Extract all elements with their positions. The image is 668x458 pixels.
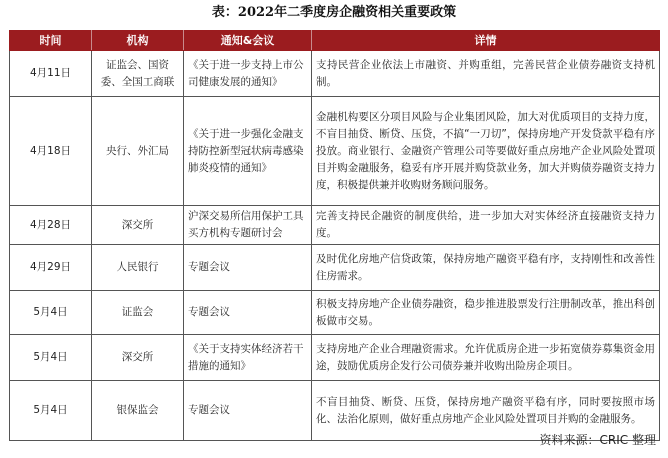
cell-time: 4月28日 bbox=[10, 206, 92, 245]
cell-org: 银保监会 bbox=[92, 381, 184, 441]
header-org: 机构 bbox=[92, 31, 184, 51]
cell-notice: 《关于进一步强化金融支持防控新型冠状病毒感染肺炎疫情的通知》 bbox=[184, 97, 312, 206]
cell-notice: 《关于支持实体经济若干措施的通知》 bbox=[184, 335, 312, 381]
cell-org: 央行、外汇局 bbox=[92, 97, 184, 206]
cell-time: 4月29日 bbox=[10, 245, 92, 291]
table-row bbox=[10, 291, 660, 335]
header-detail: 详情 bbox=[312, 31, 660, 51]
cell-org: 人民银行 bbox=[92, 245, 184, 291]
cell-detail: 完善支持民企融资的制度供给，进一步加大对实体经济直接融资支持力度。 bbox=[312, 206, 660, 245]
policy-table bbox=[9, 30, 660, 441]
cell-notice: 《关于进一步支持上市公司健康发展的通知》 bbox=[184, 51, 312, 97]
cell-notice: 专题会议 bbox=[184, 291, 312, 335]
cell-detail: 不盲目抽贷、断贷、压贷，保持房地产融资平稳有序，同时要按照市场化、法治化原则，做好重点房地产企业风险处置项目并购的金融服务。 bbox=[312, 381, 660, 441]
cell-detail: 金融机构要区分项目风险与企业集团风险，加大对优质项目的支持力度，不盲目抽贷、断贷、压贷，不搞“一刀切”，保持房地产开发贷款平稳有序投放。商业银行、金融资产管理公司等要做好重点房地产企业风险处置项目并购金融服务，稳妥有序开展并购贷款业务，加大并购债券融资支持力度，积极提供兼并收购财务顾问服务。 bbox=[312, 97, 660, 206]
table-row bbox=[10, 51, 660, 97]
cell-detail: 支持房地产企业合理融资需求。允许优质房企进一步拓宽债券募集资金用途，鼓励优质房企发行公司债券兼并收购出险房企项目。 bbox=[312, 335, 660, 381]
cell-org: 深交所 bbox=[92, 206, 184, 245]
table-row bbox=[10, 206, 660, 245]
table-row bbox=[10, 97, 660, 206]
cell-time: 5月4日 bbox=[10, 291, 92, 335]
cell-detail: 积极支持房地产企业债券融资，稳步推进股票发行注册制改革，推出科创板做市交易。 bbox=[312, 291, 660, 335]
cell-notice: 专题会议 bbox=[184, 381, 312, 441]
source-note: 资料来源：CRIC 整理 bbox=[539, 433, 656, 447]
cell-time: 5月4日 bbox=[10, 335, 92, 381]
header-time: 时间 bbox=[10, 31, 92, 51]
cell-time: 4月18日 bbox=[10, 97, 92, 206]
table-header-row bbox=[10, 31, 660, 51]
cell-notice: 沪深交易所信用保护工具买方机构专题研讨会 bbox=[184, 206, 312, 245]
table-row bbox=[10, 245, 660, 291]
cell-time: 5月4日 bbox=[10, 381, 92, 441]
cell-org: 深交所 bbox=[92, 335, 184, 381]
cell-org: 证监会、国资委、全国工商联 bbox=[92, 51, 184, 97]
cell-detail: 及时优化房地产信贷政策，保持房地产融资平稳有序，支持刚性和改善性住房需求。 bbox=[312, 245, 660, 291]
header-notice: 通知&会议 bbox=[184, 31, 312, 51]
cell-time: 4月11日 bbox=[10, 51, 92, 97]
table-title: 表：2022年二季度房企融资相关重要政策 bbox=[211, 5, 457, 20]
cell-notice: 专题会议 bbox=[184, 245, 312, 291]
cell-detail: 支持民营企业依法上市融资、并购重组，完善民营企业债券融资支持机制。 bbox=[312, 51, 660, 97]
table-row bbox=[10, 335, 660, 381]
cell-org: 证监会 bbox=[92, 291, 184, 335]
